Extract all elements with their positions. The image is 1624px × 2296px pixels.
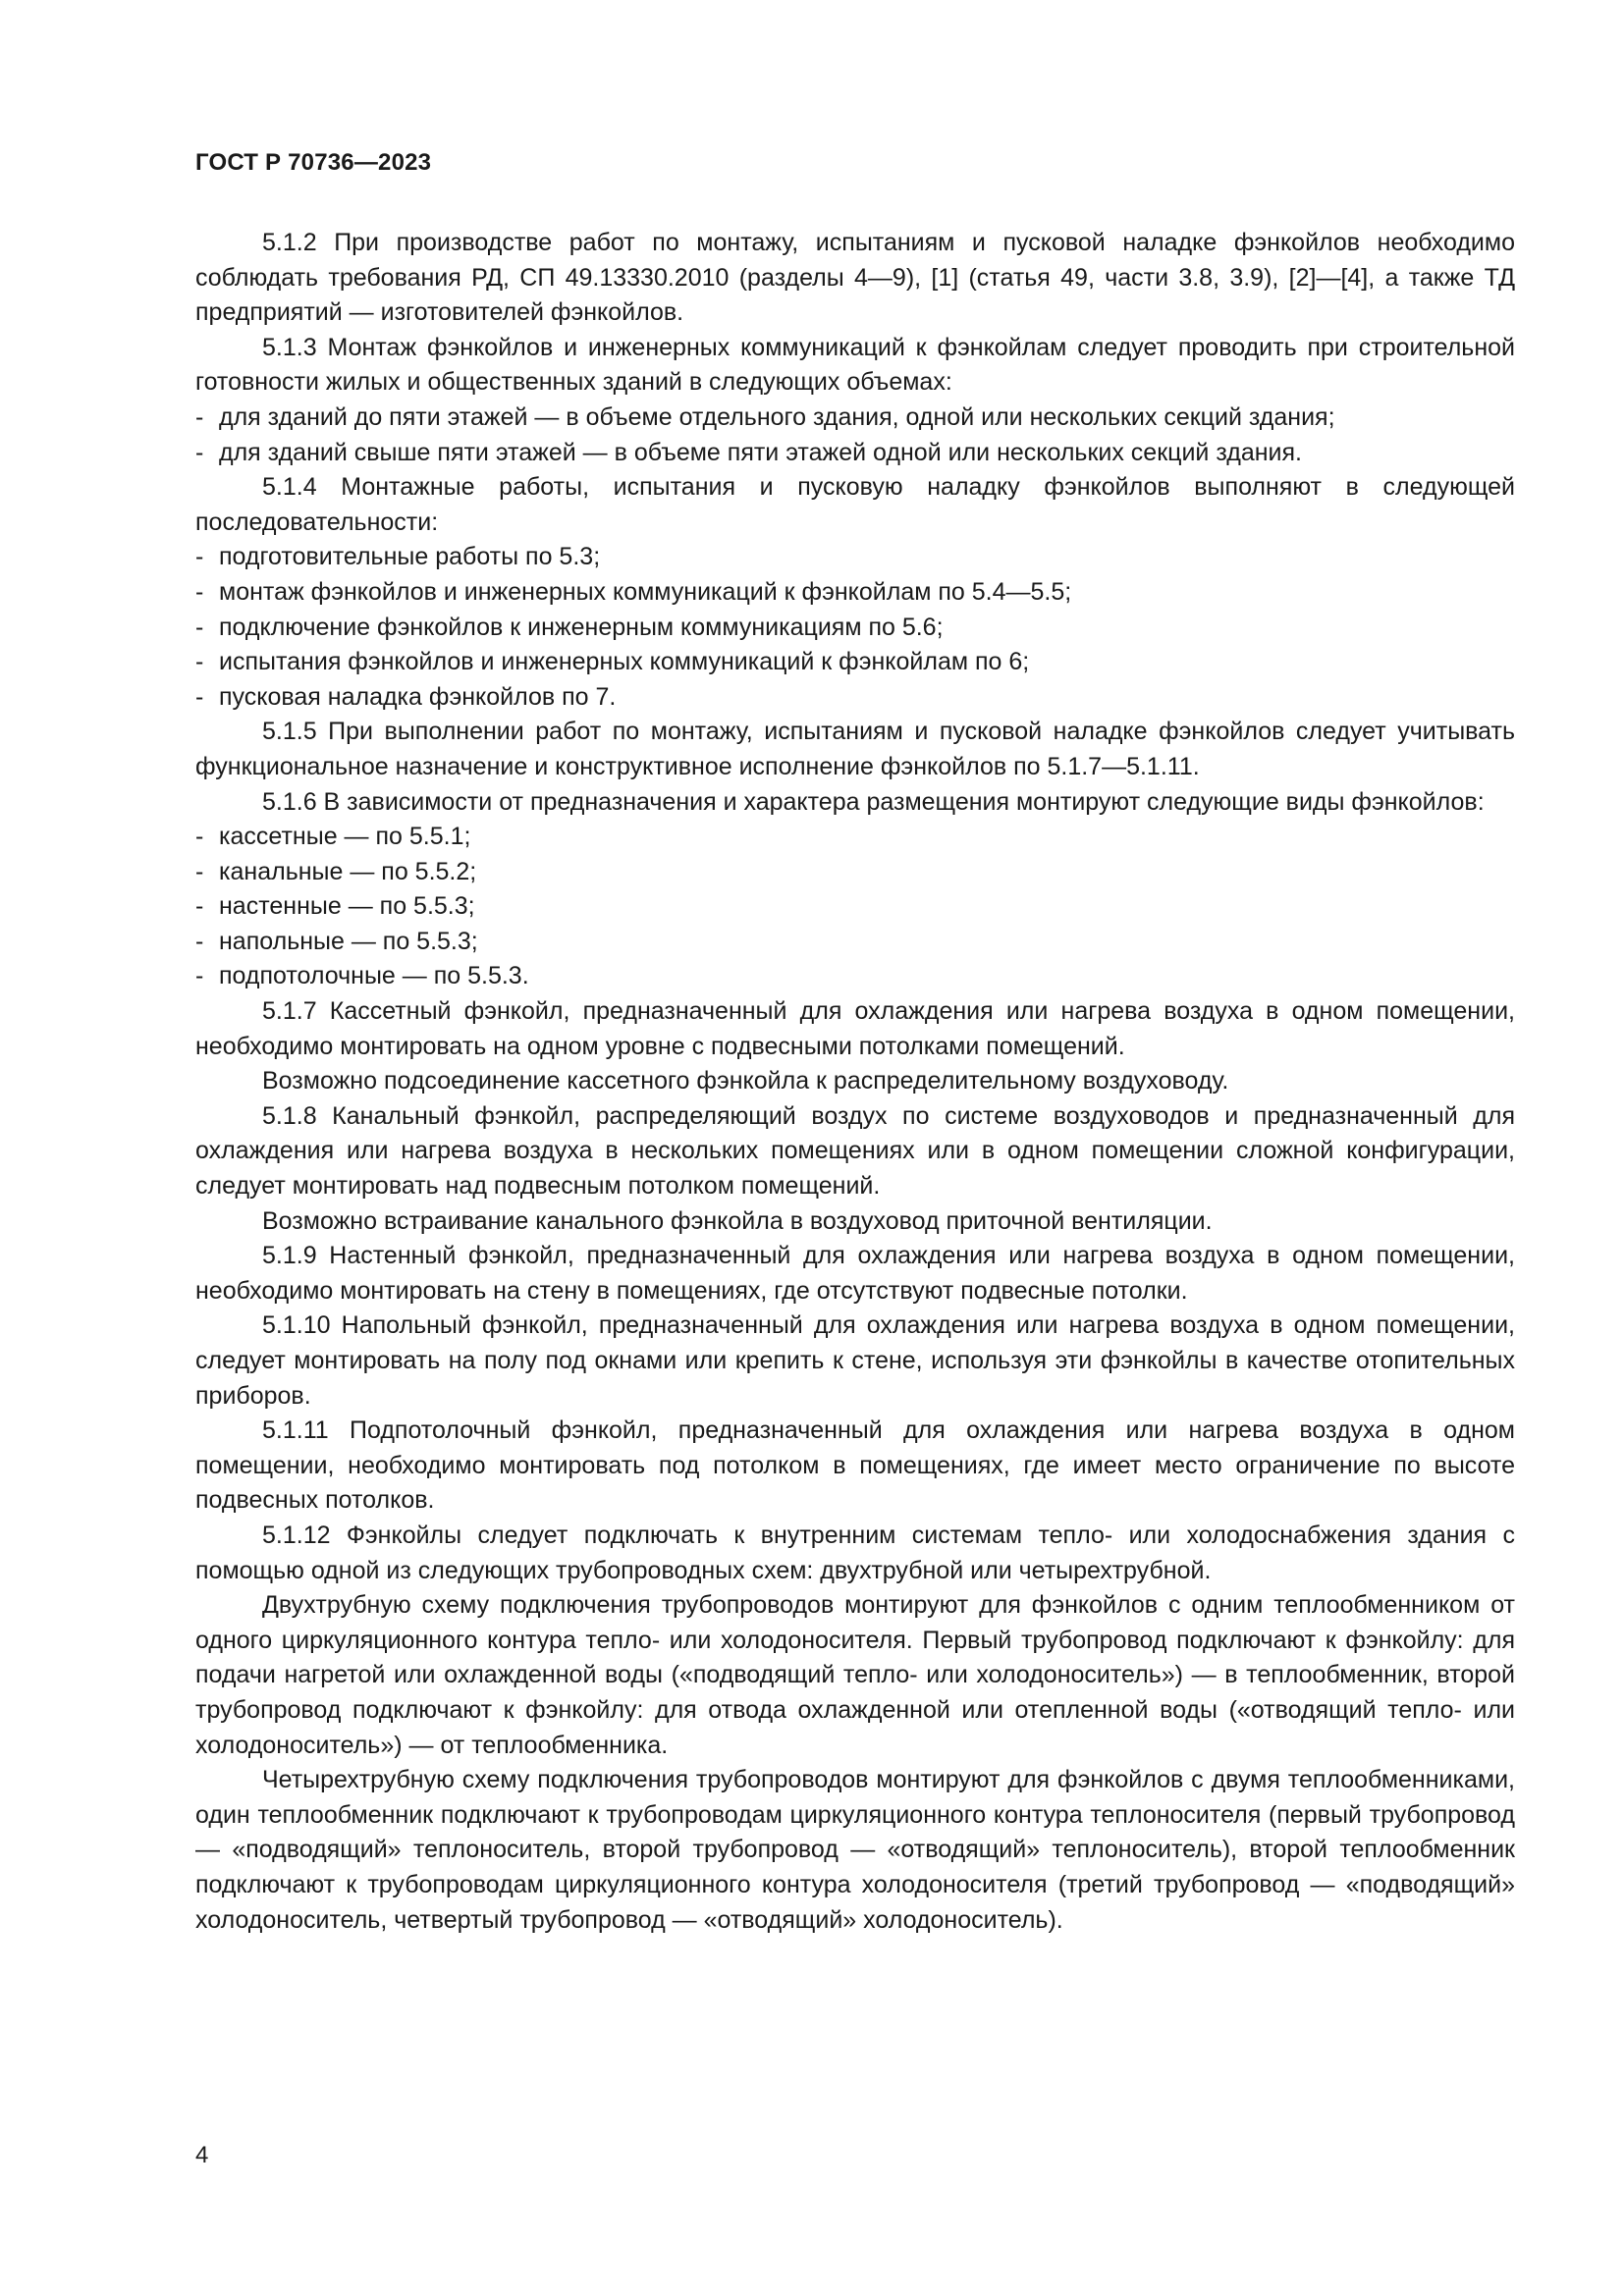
paragraph-5-1-7: 5.1.7 Кассетный фэнкойл, предназначенный для охлаждения или нагрева воздуха в одном помещении, необходимо монтировать на одном уровне с подвесными потолками помещений. [195,997,1515,1060]
list-item [195,820,1515,855]
list-item [195,436,1515,471]
list-item-text: кассетные — по 5.5.1; [219,823,471,851]
list-item-text: монтаж фэнкойлов и инженерных коммуникаций к фэнкойлам по 5.4—5.5; [219,577,1072,606]
list-item-text: испытания фэнкойлов и инженерных коммуникаций к фэнкойлам по 6; [219,648,1030,676]
paragraph-5-1-12-two-pipe: Двухтрубную схему подключения трубопроводов монтируют для фэнкойлов с одним теплообменником от одного циркуляционного контура тепло- или холодоносителя. Первый трубопровод подключают к фэнкойлу: для подачи нагретой или охлажденной воды («подводящий тепло- или холодоноситель») — в теплообменник, второй трубопровод подключают к фэнкойлу: для отвода охлажденной или отепленной воды («отводящий тепло- или холодоноситель») — от теплообменника. [195,1591,1515,1759]
paragraph-5-1-2: 5.1.2 При производстве работ по монтажу, испытаниям и пусковой наладке фэнкойлов необходимо соблюдать требования РД, СП 49.13330.2010 (разделы 4—9), [1] (статья 49, части 3.8, 3.9), [2]—[4], а также ТД предприятий — изготовителей фэнкойлов. [195,229,1515,327]
list-item [195,925,1515,960]
list-item-text: пусковая наладка фэнкойлов по 7. [219,682,617,711]
paragraph-5-1-7-note: Возможно подсоединение кассетного фэнкойла к распределительному воздуховоду. [262,1067,1229,1095]
page-number: 4 [195,2142,209,2168]
paragraph-5-1-4: 5.1.4 Монтажные работы, испытания и пусковую наладку фэнкойлов выполняют в следующей последовательности: [195,473,1515,536]
paragraph-5-1-11: 5.1.11 Подпотолочный фэнкойл, предназначенный для охлаждения или нагрева воздуха в одном помещении, необходимо монтировать под потолком в помещениях, где имеет место ограничение по высоте подвесных потолков. [195,1416,1515,1515]
paragraph-5-1-9: 5.1.9 Настенный фэнкойл, предназначенный для охлаждения или нагрева воздуха в одном помещении, необходимо монтировать на стену в помещениях, где отсутствуют подвесные потолки. [195,1242,1515,1305]
list-dash: - [195,823,204,851]
list-item-text: для зданий свыше пяти этажей — в объеме пяти этажей одной или нескольких секций здания. [219,438,1303,466]
list-item [195,959,1515,994]
list-dash: - [195,577,204,606]
list-item [195,575,1515,611]
list-dash: - [195,927,204,955]
paragraph-5-1-6: 5.1.6 В зависимости от предназначения и характера размещения монтируют следующие виды фэнкойлов: [262,787,1485,816]
list-item-text: настенные — по 5.5.3; [219,892,475,921]
list-item [195,645,1515,680]
list-item-text: канальные — по 5.5.2; [219,857,477,885]
list-item [195,855,1515,890]
list-dash: - [195,613,204,641]
list-dash: - [195,962,204,990]
list-item-text: подготовительные работы по 5.3; [219,543,601,571]
list-item-text: для зданий до пяти этажей — в объеме отдельного здания, одной или нескольких секций здания; [219,402,1335,431]
paragraph-5-1-12-four-pipe: Четырехтрубную схему подключения трубопроводов монтируют для фэнкойлов с двумя теплообменниками, один теплообменник подключают к трубопроводам циркуляционного контура теплоносителя (первый трубопровод — «подводящий» теплоноситель, второй трубопровод — «отводящий» теплоноситель), второй теплообменник подключают к трубопроводам циркуляционного контура холодоносителя (третий трубопровод — «подводящий» холодоноситель, четвертый трубопровод — «отводящий» холодоноситель). [195,1766,1515,1934]
list-dash: - [195,438,204,466]
list-dash: - [195,648,204,676]
list-item [195,889,1515,925]
list-dash: - [195,892,204,921]
paragraph-5-1-5: 5.1.5 При выполнении работ по монтажу, испытаниям и пусковой наладке фэнкойлов следует учитывать функциональное назначение и конструктивное исполнение фэнкойлов по 5.1.7—5.1.11. [195,718,1515,780]
paragraph-5-1-8-note: Возможно встраивание канального фэнкойла в воздуховод приточной вентиляции. [262,1206,1213,1235]
list-dash: - [195,682,204,711]
document-header: ГОСТ Р 70736—2023 [195,149,432,176]
list-item-text: напольные — по 5.5.3; [219,927,478,955]
document-body [195,226,1515,1938]
list-item-text: подпотолочные — по 5.5.3. [219,962,529,990]
list-item-text: подключение фэнкойлов к инженерным коммуникациям по 5.6; [219,613,944,641]
paragraph-5-1-8: 5.1.8 Канальный фэнкойл, распределяющий воздух по системе воздуховодов и предназначенный для охлаждения или нагрева воздуха в нескольких помещениях или в одном помещении сложной конфигурации, следует монтировать над подвесным потолком помещений. [195,1101,1515,1201]
paragraph-5-1-10: 5.1.10 Напольный фэнкойл, предназначенный для охлаждения или нагрева воздуха в одном помещении, следует монтировать на полу под окнами или крепить к стене, используя эти фэнкойлы в качестве отопительных приборов. [195,1311,1515,1410]
paragraph-5-1-12: 5.1.12 Фэнкойлы следует подключать к внутренним системам тепло- или холодоснабжения здания с помощью одной из следующих трубопроводных схем: двухтрубной или четырехтрубной. [195,1521,1515,1584]
paragraph-5-1-3: 5.1.3 Монтаж фэнкойлов и инженерных коммуникаций к фэнкойлам следует проводить при строительной готовности жилых и общественных зданий в следующих объемах: [195,333,1515,397]
list-dash: - [195,543,204,571]
list-dash: - [195,402,204,431]
list-item [195,400,1515,436]
list-item [195,540,1515,575]
list-item [195,680,1515,716]
list-dash: - [195,857,204,885]
list-item [195,611,1515,646]
